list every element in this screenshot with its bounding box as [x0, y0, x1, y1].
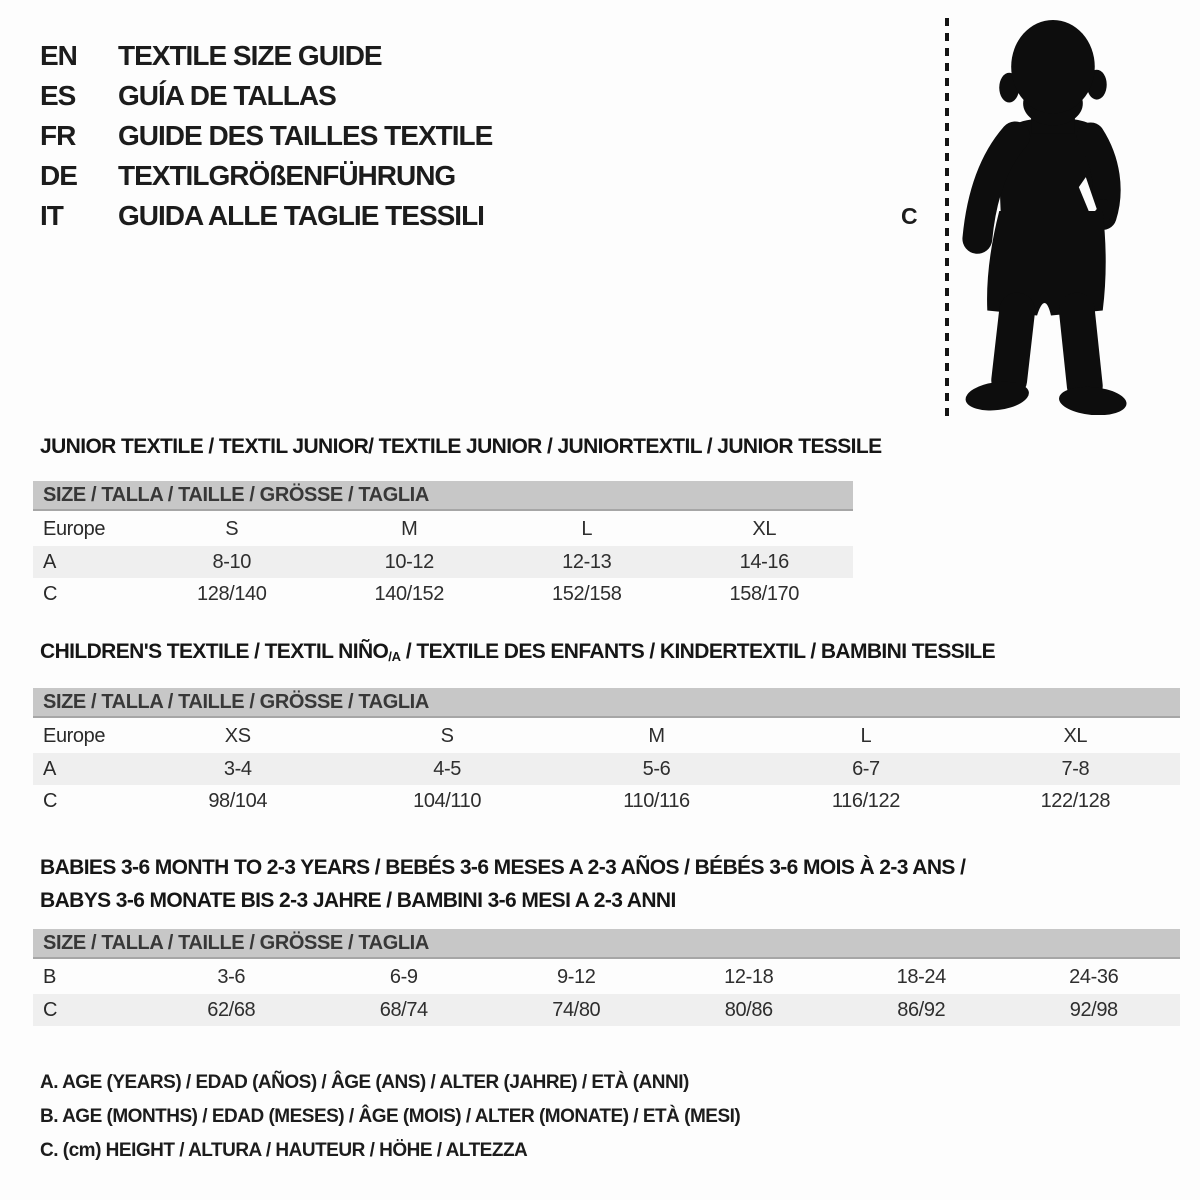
table-cell: XL [1063, 725, 1088, 747]
table-cell: XL [752, 518, 777, 540]
table-row [33, 994, 1180, 1026]
babies-size-table [33, 929, 1180, 1026]
language-row-fr [40, 116, 492, 156]
table-cell: 3-4 [223, 757, 252, 780]
table-cell: 5-6 [642, 757, 671, 780]
table-cell: M [401, 518, 418, 540]
table-cell: 92/98 [1069, 998, 1118, 1021]
table-cell: 116/122 [831, 790, 900, 812]
row-label: C [43, 790, 58, 812]
table-cell: 9-12 [557, 966, 596, 988]
legend-line-b: B. AGE (MONTHS) / EDAD (MESES) / ÂGE (MOIS) / ALTER (MONATE) / ETÀ (MESI) [40, 1106, 741, 1127]
babies-size-header: SIZE / TALLA / TAILLE / GRÖSSE / TAGLIA [33, 929, 1180, 959]
table-cell: L [860, 725, 872, 747]
children-section-title [40, 640, 995, 664]
table-cell: 80/86 [724, 998, 773, 1021]
children-title-suffix: / TEXTILE DES ENFANTS / KINDERTEXTIL / BAMBINI TESSILE [400, 640, 996, 663]
children-size-table [33, 688, 1180, 818]
table-cell: 6-9 [389, 966, 418, 988]
row-label: C [43, 583, 58, 605]
language-list [40, 36, 492, 236]
table-row [33, 785, 1180, 818]
height-measure-label: C [901, 203, 918, 229]
table-cell: 110/116 [623, 790, 690, 812]
row-label: Europe [43, 518, 106, 540]
language-row-en [40, 36, 492, 76]
legend-line-a: A. AGE (YEARS) / EDAD (AÑOS) / ÂGE (ANS) / ALTER (JAHRE) / ETÀ (ANNI) [40, 1072, 689, 1093]
table-cell: XS [224, 725, 251, 747]
table-row [33, 961, 1180, 994]
measurement-legend [40, 1066, 740, 1168]
table-cell: 68/74 [379, 998, 428, 1021]
table-cell: 7-8 [1061, 757, 1090, 780]
row-label: Europe [43, 725, 106, 747]
junior-size-table [33, 481, 853, 611]
language-row-it [40, 196, 492, 236]
table-cell: S [225, 518, 239, 540]
table-cell: 3-6 [217, 966, 246, 988]
row-label: C [43, 998, 58, 1021]
toddler-silhouette-image [953, 12, 1143, 415]
children-title-prefix: CHILDREN'S TEXTILE / TEXTIL NIÑO [40, 640, 389, 663]
table-cell: 128/140 [197, 583, 267, 605]
row-label: A [43, 757, 56, 780]
babies-section-title [40, 851, 965, 917]
junior-section-title: JUNIOR TEXTILE / TEXTIL JUNIOR/ TEXTILE JUNIOR / JUNIORTEXTIL / JUNIOR TESSILE [40, 435, 882, 458]
table-cell: 24-36 [1069, 966, 1119, 988]
table-cell: 140/152 [374, 583, 444, 605]
table-cell: 8-10 [212, 550, 251, 573]
language-code: IT [40, 200, 63, 231]
language-title: GUIDA ALLE TAGLIE TESSILI [118, 200, 484, 231]
language-code: FR [40, 120, 76, 151]
table-cell: 10-12 [384, 550, 434, 573]
table-row [33, 720, 1180, 753]
children-title-subscript: /A [388, 649, 401, 664]
legend-line-c: C. (cm) HEIGHT / ALTURA / HAUTEUR / HÖHE / ALTEZZA [40, 1140, 528, 1161]
babies-title-line2: BABYS 3-6 MONATE BIS 2-3 JAHRE / BAMBINI 3-6 MESI A 2-3 ANNI [40, 889, 676, 912]
language-code: DE [40, 160, 77, 191]
height-dashed-line [945, 18, 949, 416]
language-title: TEXTILGRÖßENFÜHRUNG [118, 160, 456, 191]
language-row-es [40, 76, 492, 116]
language-code: ES [40, 80, 76, 111]
table-cell: 74/80 [552, 998, 601, 1021]
table-cell: 158/170 [729, 583, 799, 605]
table-cell: 86/92 [897, 998, 946, 1021]
table-cell: S [440, 725, 454, 747]
table-cell: 122/128 [1040, 790, 1111, 812]
row-label: B [43, 966, 56, 988]
table-cell: 14-16 [739, 550, 789, 573]
table-cell: L [581, 518, 593, 540]
children-size-header: SIZE / TALLA / TAILLE / GRÖSSE / TAGLIA [33, 688, 1180, 718]
language-title: GUÍA DE TALLAS [118, 80, 336, 111]
table-row [33, 546, 853, 578]
language-title: TEXTILE SIZE GUIDE [118, 40, 382, 71]
language-title: GUIDE DES TAILLES TEXTILE [118, 120, 493, 151]
table-cell: 18-24 [896, 966, 946, 988]
table-cell: 12-13 [562, 550, 612, 573]
table-cell: 62/68 [207, 998, 256, 1021]
table-cell: 98/104 [208, 790, 268, 812]
language-code: EN [40, 40, 77, 71]
table-cell: 6-7 [852, 757, 880, 780]
table-cell: 104/110 [413, 790, 482, 812]
row-label: A [43, 550, 56, 573]
table-cell: 4-5 [433, 757, 461, 780]
junior-size-header: SIZE / TALLA / TAILLE / GRÖSSE / TAGLIA [33, 481, 853, 511]
language-row-de [40, 156, 492, 196]
table-row [33, 753, 1180, 785]
table-cell: 152/158 [552, 583, 622, 605]
table-row [33, 513, 853, 546]
table-cell: M [648, 725, 665, 747]
table-cell: 12-18 [724, 966, 774, 988]
table-row [33, 578, 853, 611]
babies-title-line1: BABIES 3-6 MONTH TO 2-3 YEARS / BEBÉS 3-6 MESES A 2-3 AÑOS / BÉBÉS 3-6 MOIS À 2-3 ANS / [40, 856, 966, 879]
